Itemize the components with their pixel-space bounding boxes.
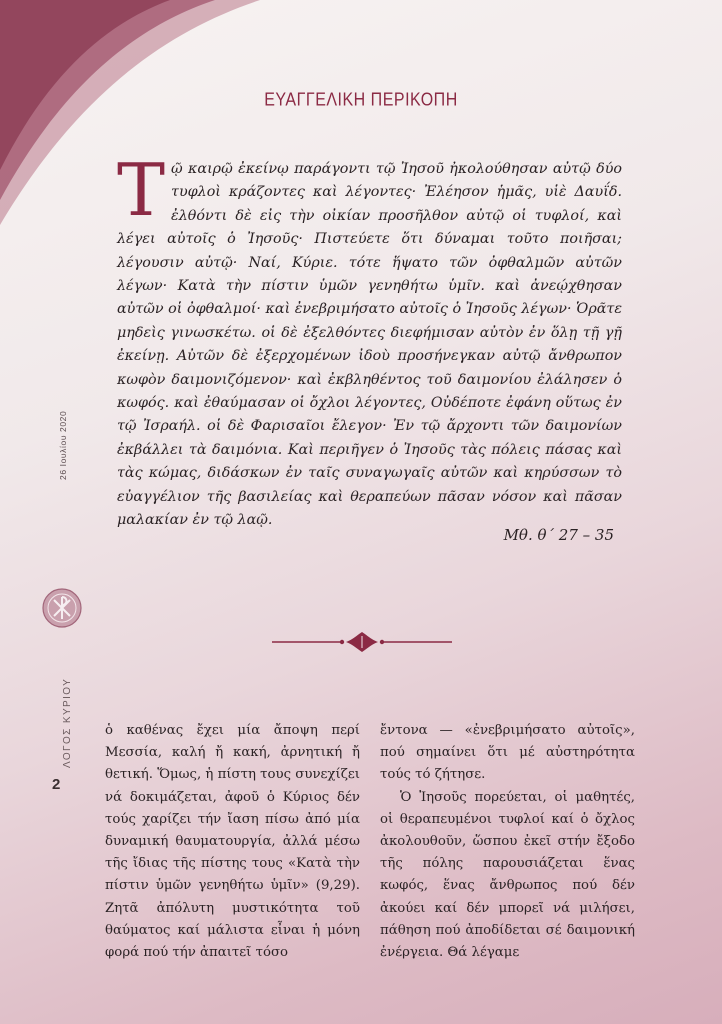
issue-date: 26 Ιουλίου 2020 (58, 410, 68, 480)
paragraph: ἔντονα — «ἐνεβριμήσατο αὐτοῖς», πού σημαίνει ὅτι μέ αὐστηρότητα τούς τό ζήτησε. (380, 723, 635, 783)
scripture-reference: Μθ. θ΄ 27 – 35 (503, 526, 614, 544)
section-title: ΕΥΑΓΓΕΛΙΚΗ ΠΕΡΙΚΟΠΗ (264, 90, 458, 111)
paragraph: ὁ καθένας ἔχει μία ἄποψη περί Μεσσία, καλή ἤ κακή, ἀρνητική ἤ θετική. Ὅμως, ἡ πίστη τους συνεχίζει νά δοκιμάζεται, ἀφοῦ ὁ Κύριος δέν τούς χαρίζει τήν ἴαση πίσω ἀπό μία δυναμική θαυματουργία, ἀλλά μέσω τῆς ἴδιας τῆς πίστης τους «Κατὰ τὴν πίστιν ὑμῶν γενηθήτω ὑμῖν» (9,29). Ζητᾶ ἀπόλυτη μυστικότητα τοῦ θαύματος καί μάλιστα εἶναι ἡ μόνη φορά πού τήν ἀπαιτεῖ τόσο (105, 723, 360, 961)
page-number: 2 (52, 776, 61, 793)
paragraph: Ὁ Ἰησοῦς πορεύεται, οἱ μαθητές, οἱ θεραπευμένοι τυφλοί καί ὁ ὄχλος ἀκολουθοῦν, ὥσπου ἐκεῖ στήν ἔξοδο τῆς πόλης παρουσιάζεται ἕνας κωφός, ἕνας ἄνθρωπος πού δέν ἀκούει καί δέν μπορεῖ νά μιλήσει, πάθηση πού ἀποδίδεται σέ δαιμονική ἐνέργεια. Θά λέγαμε (380, 789, 635, 961)
body-column-right (380, 720, 635, 964)
chi-rho-seal-icon (42, 588, 82, 628)
gospel-text: ῷ καιρῷ ἐκείνῳ παράγοντι τῷ Ἰησοῦ ἠκολούθησαν αὐτῷ δύο τυφλοὶ κράζοντες καὶ λέγοντες· Ἐλέησον ἡμᾶς, υἱὲ Δαυΐδ. ἐλθόντι δὲ εἰς τὴν οἰκίαν προσῆλθον αὐτῷ οἱ τυφλοί, καὶ λέγει αὐτοῖς ὁ Ἰησοῦς· Πιστεύετε ὅτι δύναμαι τοῦτο ποιῆσαι; λέγουσιν αὐτῷ· Ναί, Κύριε. τότε ἥψατο τῶν ὀφθαλμῶν αὐτῶν λέγων· Κατὰ τὴν πίστιν ὑμῶν γενηθήτω ὑμῖν. καὶ ἀνεῴχθησαν αὐτῶν οἱ ὀφθαλμοί· καὶ ἐνεβριμήσατο αὐτοῖς ὁ Ἰησοῦς λέγων· Ὁρᾶτε μηδεὶς γινωσκέτω. οἱ δὲ ἐξελθόντες διεφήμισαν αὐτὸν ἐν ὅλῃ τῇ γῇ ἐκείνῃ. Αὐτῶν δὲ ἐξερχομένων ἰδοὺ προσήνεγκαν αὐτῷ ἄνθρωπον κωφὸν δαιμονιζόμενον· καὶ ἐκβληθέντος τοῦ δαιμονίου ἐλάλησεν ὁ κωφός. καὶ ἐθαύμασαν οἱ ὄχλοι λέγοντες, Οὐδέποτε ἐφάνη οὕτως ἐν τῷ Ἰσραήλ. οἱ δὲ Φαρισαῖοι ἔλεγον· Ἐν τῷ ἄρχοντι τῶν δαιμονίων ἐκβάλλει τὰ δαιμόνια. Καὶ περιῆγεν ὁ Ἰησοῦς τὰς πόλεις πάσας καὶ τὰς κώμας, διδάσκων ἐν ταῖς συναγωγαῖς αὐτῶν καὶ κηρύσσων τὸ εὐαγγέλιον τῆς βασιλείας καὶ θεραπεύων πᾶσαν νόσον καὶ πᾶσαν μαλακίαν ἐν τῷ λαῷ. (117, 161, 622, 529)
gospel-passage (117, 148, 622, 533)
ornament-divider (272, 630, 452, 654)
dropcap-letter: Τ (117, 148, 166, 232)
publication-name: ΛΟΓΟΣ ΚΥΡΙΟΥ (62, 677, 73, 768)
body-column-left (105, 720, 360, 964)
